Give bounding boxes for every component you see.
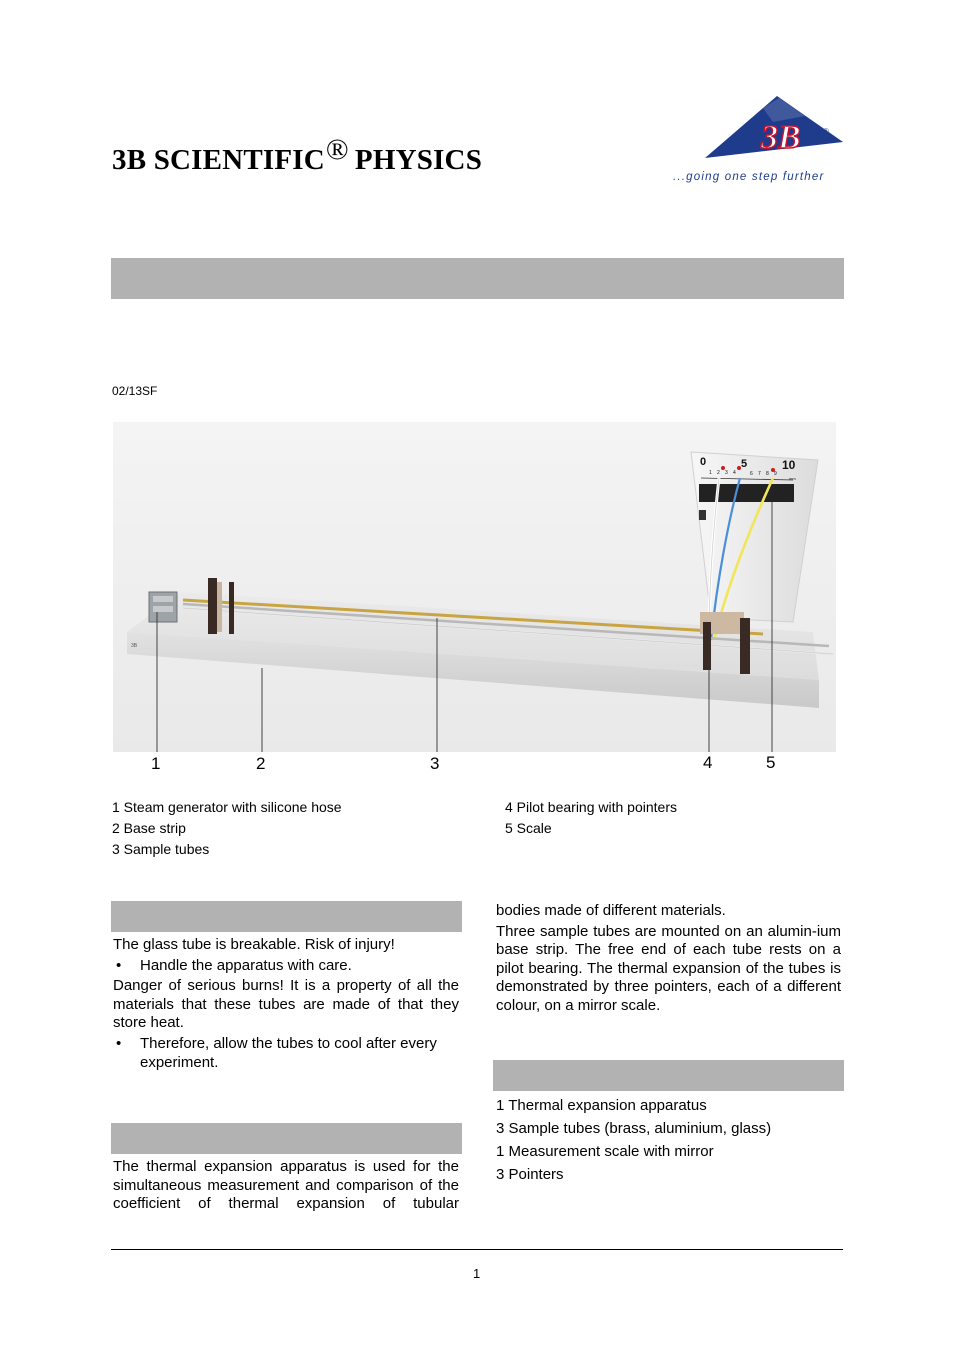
figure-number-2: 2	[256, 754, 266, 773]
contents-item: 3 Sample tubes (brass, aluminium, glass)	[496, 1120, 772, 1137]
document-code: 02/13SF	[112, 384, 158, 398]
svg-text:1: 1	[709, 470, 712, 476]
contents-item: 3 Pointers	[496, 1166, 564, 1183]
figure-number-4: 4	[703, 753, 713, 772]
svg-text:2: 2	[717, 470, 720, 476]
mirror-strip	[699, 484, 794, 502]
figure-number-5: 5	[766, 753, 776, 772]
registered-mark: ®	[325, 133, 349, 166]
legend-item: 2 Base strip	[112, 820, 186, 836]
footer-rule	[111, 1249, 843, 1250]
legend-item: 3 Sample tubes	[112, 841, 210, 857]
scale-label-5: 5	[741, 458, 748, 470]
safety-bullet: • Therefore, allow the tubes to cool after every experiment.	[116, 1034, 437, 1071]
legend-item: 4 Pilot bearing with pointers	[505, 799, 677, 815]
description-text	[113, 1158, 459, 1216]
scale-label-0: 0	[700, 456, 707, 468]
section-bar-description	[111, 1123, 462, 1154]
brand-right: PHYSICS	[354, 144, 483, 176]
safety-paragraph: Danger of serious burns! It is a property of all the materials that these tubes are made of that they store heat.	[113, 977, 459, 1032]
section-bar-safety	[111, 901, 462, 932]
safety-text	[113, 936, 459, 1072]
tube-holder-left	[208, 578, 217, 634]
svg-text:4: 4	[733, 470, 736, 476]
page-number: 1	[473, 1266, 481, 1281]
logo-reg: ®	[823, 127, 829, 136]
title-bar	[111, 258, 844, 299]
legend-item: 5 Scale	[505, 820, 552, 836]
description-paragraph: Three sample tubes are mounted on an alumin-ium base strip. The free end of each tube rests on a pilot bearing. The thermal expansion of the tubes is demonstrated by three pointers, each of a different colour, on a mirror scale.	[496, 922, 841, 1014]
section-bar-contents	[493, 1060, 844, 1091]
svg-text:6: 6	[750, 471, 753, 477]
brand-title	[112, 133, 482, 177]
3b-logo	[655, 92, 850, 187]
logo-text: 3B	[761, 119, 801, 156]
description-paragraph: The thermal expansion apparatus is used for the simultaneous measurement and comparison of the coefficient of thermal expansion of tubular	[113, 1158, 459, 1213]
brand-left: 3B SCIENTIFIC	[112, 144, 325, 176]
svg-text:8: 8	[766, 471, 769, 477]
figure-number-1: 1	[151, 754, 161, 773]
scale-label-10: 10	[782, 458, 796, 472]
safety-bullet: • Handle the apparatus with care.	[116, 956, 352, 974]
apparatus-illustration	[113, 422, 836, 752]
contents-list	[496, 1094, 771, 1186]
description-continued	[496, 902, 841, 1018]
contents-item: 1 Measurement scale with mirror	[496, 1143, 714, 1160]
legend-left	[112, 797, 342, 860]
svg-text:7: 7	[758, 471, 761, 477]
svg-text:3B: 3B	[131, 643, 138, 649]
svg-text:9: 9	[774, 471, 777, 477]
figure-number-3: 3	[430, 754, 440, 773]
safety-paragraph: The glass tube is breakable. Risk of injury!	[113, 936, 395, 953]
description-paragraph-cont: bodies made of different materials.	[496, 902, 726, 919]
svg-text:3: 3	[725, 470, 728, 476]
logo-tagline: ...going one step further	[673, 171, 825, 183]
svg-text:mm: mm	[789, 476, 796, 481]
legend-right	[505, 797, 677, 839]
contents-item: 1 Thermal expansion apparatus	[496, 1097, 707, 1114]
legend-item: 1 Steam generator with silicone hose	[112, 799, 342, 815]
